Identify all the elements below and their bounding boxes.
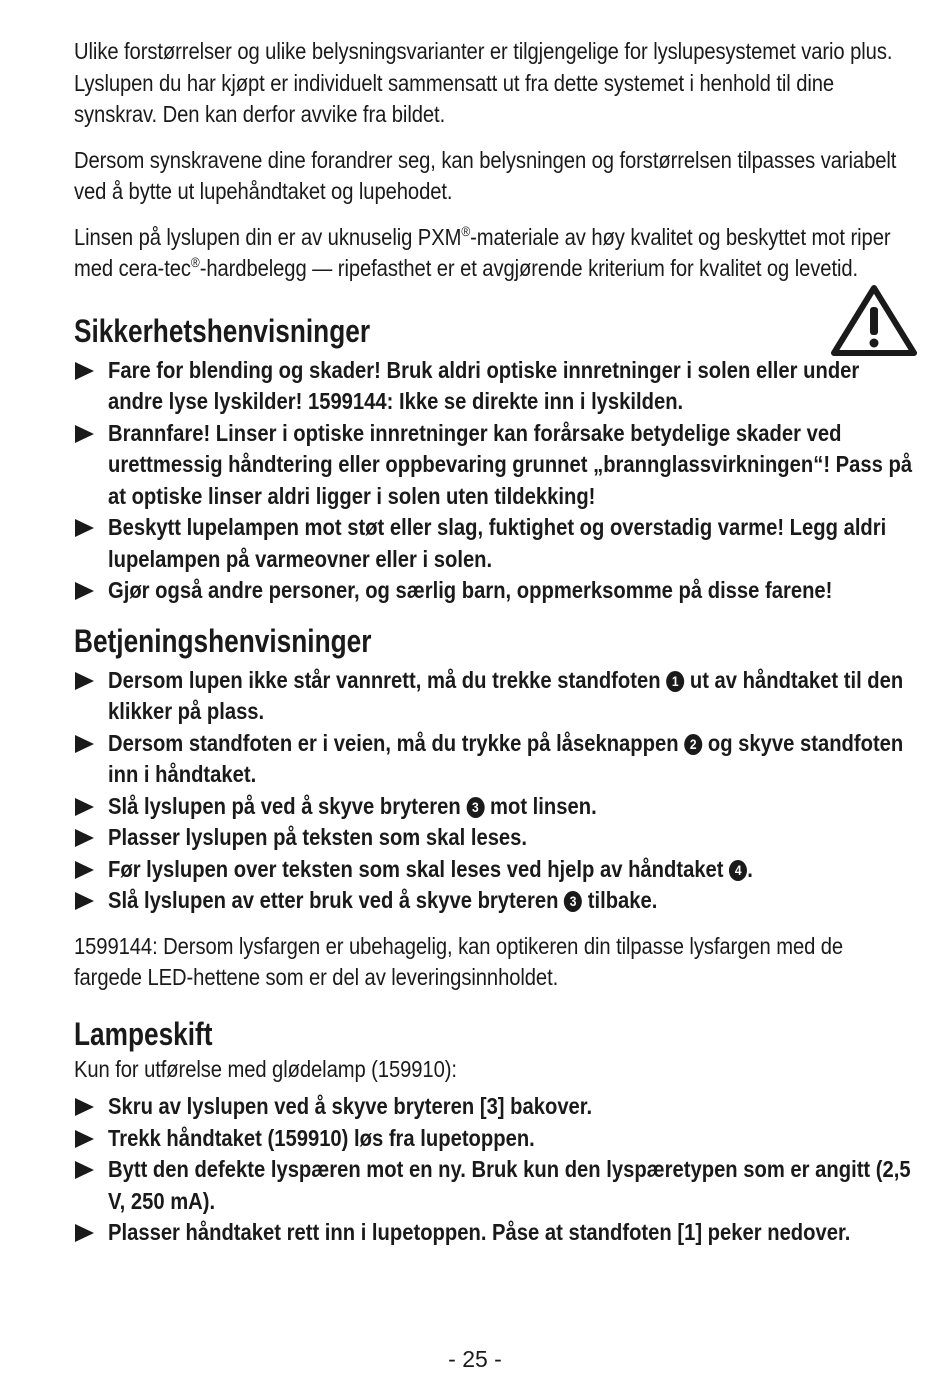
list-item-text [108, 822, 913, 854]
item-text-b: . [747, 855, 753, 882]
item-text-a: Dersom standfoten er i veien, må du trykke på låseknappen [108, 729, 685, 756]
bullet-arrow-icon [75, 735, 94, 753]
bullet-arrow-icon [75, 672, 94, 690]
bullet-arrow-icon [75, 798, 94, 816]
intro-paragraph-3 [74, 222, 914, 285]
bullet-arrow-icon [75, 425, 94, 443]
list-item-text: Fare for blending og skader! Bruk aldri optiske innretninger i solen eller under andre lyse lyskilder! 1599144: Ikke se direkte inn i lyskilden. [108, 356, 860, 414]
item-text-a: Dersom lupen ikke står vannrett, må du trekke standfoten [108, 666, 667, 693]
bullet-arrow-icon [75, 829, 94, 847]
list-item [74, 418, 914, 513]
list-item-text: Plasser håndtaket rett inn i lupetoppen. Påse at standfoten [1] peker nedover. [108, 1219, 851, 1245]
list-item-text: Trekk håndtaket (159910) løs fra lupetoppen. [108, 1124, 535, 1151]
bullet-arrow-icon [75, 861, 94, 879]
list-item-text [108, 665, 913, 728]
item-text-b: og skyve standfoten inn i håndtaket. [108, 729, 904, 787]
list-item-text: Brannfare! Linser i optiske innretninger kan forårsake betydelige skader ved urettmessig håndtering eller oppbevaring grunnet „brannglassvirkningen“! Pass på at optiske linser aldri ligger i solen uten tildekking! [108, 419, 913, 509]
list-item [74, 822, 914, 854]
list-item-text [108, 791, 913, 823]
bullet-arrow-icon [75, 519, 94, 537]
number-badge-icon: 4 [729, 860, 747, 881]
item-text-a: Slå lyslupen på ved å skyve bryteren [108, 792, 467, 819]
safety-list [74, 355, 914, 607]
list-item-text: Bytt den defekte lyspæren mot en ny. Bruk kun den lyspæretypen som er angitt (2,5 V, 250 mA). [108, 1156, 911, 1214]
list-item-text: Gjør også andre personer, og særlig barn, oppmerksomme på disse farene! [108, 577, 833, 603]
lamp-heading: Lampeskift [74, 1015, 213, 1052]
manual-page [74, 36, 914, 1249]
list-item [74, 512, 914, 575]
item-text-a: Slå lyslupen av etter bruk ved å skyve bryteren [108, 887, 565, 913]
number-badge-icon: 3 [564, 891, 582, 912]
registered-mark: ® [461, 222, 471, 239]
intro-p3-part-c: -hardbelegg — ripefasthet er et avgjørende kriterium for kvalitet og levetid. [199, 255, 859, 281]
list-item [74, 1123, 914, 1155]
list-item-text: Beskytt lupelampen mot støt eller slag, fuktighet og overstadig varme! Legg aldri lupelampen på varmeovner eller i solen. [108, 514, 887, 572]
list-item [74, 1217, 914, 1249]
item-text-b: ut av håndtaket til den klikker på plass. [108, 666, 904, 724]
list-item [74, 665, 914, 728]
registered-mark: ® [190, 254, 200, 270]
item-text-a: Plasser lyslupen på teksten som skal leses. [108, 824, 528, 850]
bullet-arrow-icon [75, 582, 94, 600]
list-item [74, 885, 914, 917]
intro-paragraph-2: Dersom synskravene dine forandrer seg, kan belysningen og forstørrelsen tilpasses variabelt ved å bytte ut lupehåndtaket og lupehodet. [74, 146, 897, 204]
list-item-text [108, 854, 913, 886]
bullet-arrow-icon [75, 362, 94, 380]
list-item [74, 854, 914, 886]
bullet-arrow-icon [75, 1224, 94, 1242]
operation-list [74, 665, 914, 917]
list-item [74, 1091, 914, 1123]
warning-triangle-icon [830, 283, 918, 359]
bullet-arrow-icon [75, 1098, 94, 1116]
safety-heading-row [74, 311, 914, 351]
item-text-b: tilbake. [582, 887, 658, 913]
bullet-arrow-icon [75, 1130, 94, 1148]
list-item [74, 791, 914, 823]
number-badge-icon: 2 [684, 734, 702, 755]
page-number: - 25 - [448, 1346, 502, 1372]
list-item [74, 355, 914, 418]
operation-note: 1599144: Dersom lysfargen er ubehagelig, kan optikeren din tilpasse lysfargen med de fargede LED-hettene som er del av leveringsinnholdet. [74, 932, 844, 990]
item-text-b: mot linsen. [484, 792, 597, 819]
intro-p3-part-a: Linsen på lyslupen din er av uknuselig PXM [74, 223, 462, 250]
list-item-text: Skru av lyslupen ved å skyve bryteren [3] bakover. [108, 1093, 593, 1119]
safety-heading: Sikkerhetshenvisninger [74, 312, 371, 349]
lamp-list [74, 1091, 914, 1249]
intro-paragraph-1: Ulike forstørrelser og ulike belysningsvarianter er tilgjengelige for lyslupesystemet vario plus. Lyslupen du har kjøpt er individuelt sammensatt ut fra dette systemet i henhold til dine synskrav. Den kan derfor avvike fra bildet. [74, 38, 893, 127]
list-item [74, 728, 914, 791]
operation-heading: Betjeningshenvisninger [74, 622, 372, 659]
lamp-intro: Kun for utførelse med glødelamp (159910): [74, 1055, 457, 1082]
list-item [74, 575, 914, 607]
list-item [74, 1154, 914, 1217]
list-item-text [108, 885, 913, 917]
number-badge-icon: 3 [466, 797, 484, 818]
intro-p3-part-b: -materiale av høy kvalitet og beskyttet mot riper med cera-tec [74, 223, 891, 281]
list-item-text [108, 728, 913, 791]
number-badge-icon: 1 [666, 671, 684, 692]
bullet-arrow-icon [75, 892, 94, 910]
bullet-arrow-icon [75, 1161, 94, 1179]
item-text-a: Før lyslupen over teksten som skal leses ved hjelp av håndtaket [108, 855, 730, 882]
